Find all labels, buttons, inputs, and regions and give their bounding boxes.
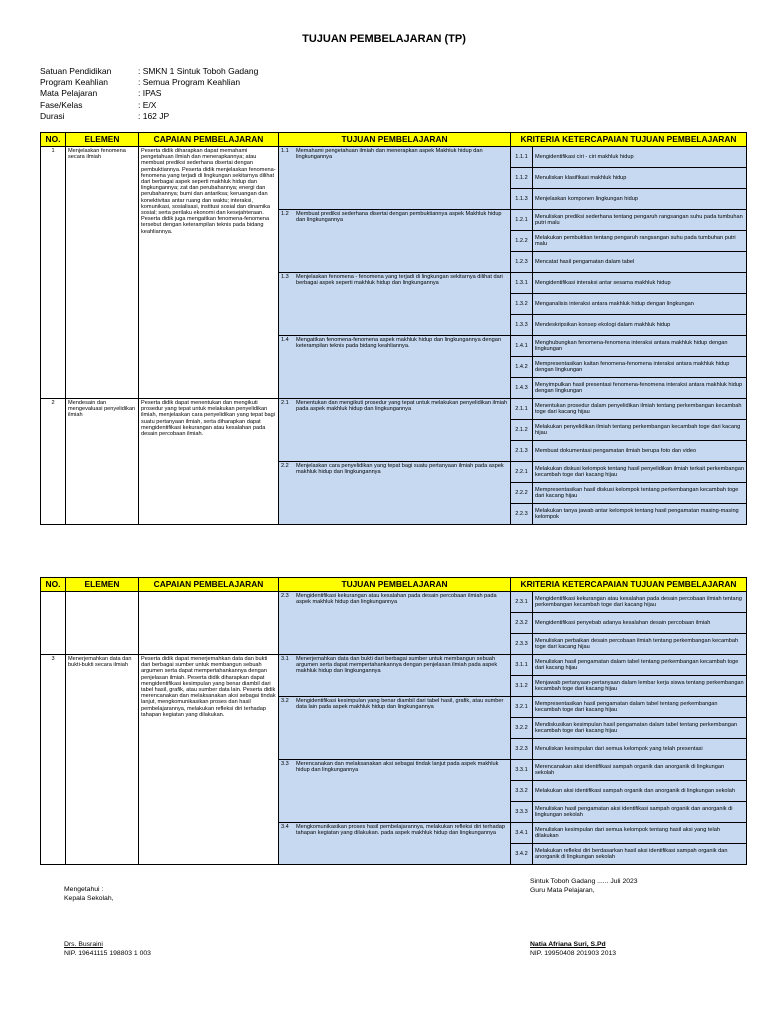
th-capaian: CAPAIAN PEMBELAJARAN <box>139 133 279 147</box>
header-row <box>41 133 747 147</box>
kktp-text: Melakukan diskusi kelompok tentang hasil penyelidikan ilmiah terkait perkembangan kecambah toge dari kacang hijau <box>533 462 747 483</box>
tp-entry <box>281 211 508 223</box>
th-elemen: ELEMEN <box>66 578 139 592</box>
kktp-code: 2.2.2 <box>511 483 533 504</box>
kktp-text: Menganalisis interaksi antara makhluk hidup dengan lingkungan <box>533 294 747 315</box>
kktp-code: 3.3.1 <box>511 760 533 781</box>
kktp-code: 2.1.2 <box>511 420 533 441</box>
tp-entry <box>281 698 508 710</box>
th-no: NO. <box>41 578 66 592</box>
tujuan-pembelajaran <box>279 336 511 399</box>
element-name <box>66 592 139 655</box>
th-tujuan: TUJUAN PEMBELAJARAN <box>279 578 511 592</box>
table-row <box>41 592 747 613</box>
document-meta <box>40 66 258 122</box>
table-row <box>41 399 747 420</box>
tp-entry <box>281 761 508 773</box>
kktp-text: Menuliskan hasil pengamatan dalam tabel tentang perkembangan kecambah toge dari kacang hijau <box>533 655 747 676</box>
kktp-text: Menuliskan klasifikasi makhluk hidup <box>533 168 747 189</box>
capaian-pembelajaran <box>139 592 279 655</box>
signature-right-name-block <box>530 941 616 958</box>
kktp-text: Menjelaskan komponen lingkungan hidup <box>533 189 747 210</box>
meta-row <box>40 100 258 111</box>
th-capaian: CAPAIAN PEMBELAJARAN <box>139 578 279 592</box>
kktp-text: Mengidentifikasi kekurangan atau kesalahan pada desain percobaan ilmiah tentang perkembangan kecambah toge dari kacang hijau <box>533 592 747 613</box>
tp-code: 1.3 <box>281 274 289 280</box>
element-number: 1 <box>41 147 66 399</box>
tp-code: 1.2 <box>281 211 289 217</box>
kktp-code: 3.1.1 <box>511 655 533 676</box>
tp-entry <box>281 400 508 412</box>
tujuan-pembelajaran <box>279 210 511 273</box>
tp-entry <box>281 337 508 349</box>
tp-code: 3.2 <box>281 698 289 704</box>
kktp-code: 3.4.2 <box>511 844 533 865</box>
meta-label: Durasi <box>40 110 65 121</box>
kktp-text: Menuliskan hasil pengamatan aksi identifikasi sampah organik dan anorganik di lingkungan sekolah <box>533 802 747 823</box>
tp-text: Mengaitkan fenomena-fenomena aspek makhluk hidup dan lingkungannya dengan keterampilan teknis pada bidang keahliannya. <box>296 337 501 350</box>
table-row <box>41 147 747 168</box>
kktp-text: Menghubungkan fenomena-fenomena interaksi antara makhluk hidup dengan lingkungan <box>533 336 747 357</box>
tujuan-pembelajaran <box>279 592 511 655</box>
kktp-text: Menentukan prosedur dalam penyelidikan ilmiah tentang perkembangan kecambah toge dari kacang hijau <box>533 399 747 420</box>
tp-code: 3.1 <box>281 656 289 662</box>
tp-text: Merencanakan dan melaksanakan aksi sebagai tindak lanjut pada aspek makhluk hidup dan lingkungannya <box>296 761 499 774</box>
meta-value: : IPAS <box>138 88 162 99</box>
kktp-text: Mempresentasikan kaitan fenomena-fenomena interaksi antara makhluk hidup dengan lingkungan <box>533 357 747 378</box>
tp-text: Memahami pengetahuan ilmiah dan menerapkan aspek Makhluk hidup dan lingkungannya <box>296 148 483 161</box>
kktp-text: Mengidentifikasi interaksi antar sesama makhluk hidup <box>533 273 747 294</box>
tp-entry <box>281 463 508 475</box>
kktp-text: Mendiskusikan kesimpulan hasil pengamatan dalam tabel tentang perkembangan kecambah toge dari kacang hijau <box>533 718 747 739</box>
kktp-code: 2.1.3 <box>511 441 533 462</box>
element-number: 2 <box>41 399 66 525</box>
th-kriteria: KRITERIA KETERCAPAIAN TUJUAN PEMBELAJARAN <box>511 578 747 592</box>
tujuan-pembelajaran <box>279 147 511 210</box>
kktp-code: 3.4.1 <box>511 823 533 844</box>
kktp-text: Mempresentasikan hasil pengamatan dalam tabel tentang perkembangan kecambah toge dari kacang hijau <box>533 697 747 718</box>
tp-entry <box>281 593 508 605</box>
kktp-text: Mendeskripsikan konsep ekologi dalam makhluk hidup <box>533 315 747 336</box>
tp-code: 2.2 <box>281 463 289 469</box>
kktp-code: 3.3.3 <box>511 802 533 823</box>
tp-code: 2.3 <box>281 593 289 599</box>
meta-value: : 162 JP <box>138 110 170 121</box>
kktp-text: Mengidentifikasi ciri - ciri makhluk hidup <box>533 147 747 168</box>
meta-label: Mata Pelajaran <box>40 88 98 99</box>
tp-entry <box>281 656 508 675</box>
kktp-code: 1.4.1 <box>511 336 533 357</box>
kktp-text: Menuliskan prediksi sederhana tentang pengaruh rangsangan suhu pada tumbuhan putri malu <box>533 210 747 231</box>
signature-left-name: Drs. Busraini <box>64 941 103 948</box>
kktp-text: Membuat dokumentasi pengamatan ilmiah berupa foto dan video <box>533 441 747 462</box>
kktp-code: 2.3.2 <box>511 613 533 634</box>
meta-label: Program Keahlian <box>40 77 109 88</box>
meta-label: Satuan Pendidikan <box>40 66 112 76</box>
tp-text: Mengkomunikasikan proses hasil pembelajarannya, melakukan refleksi diri terhadap tahapan kegiatan yang dilakukan. pada aspek makhluk hidup dan lingkungannya <box>296 824 505 837</box>
kktp-code: 1.3.2 <box>511 294 533 315</box>
signature-left-line2: Kepala Sekolah, <box>64 894 114 902</box>
kktp-text: Menuliskan kesimpulan dari semua kelompok tentang hasil aksi yang telah dilakukan <box>533 823 747 844</box>
tujuan-pembelajaran <box>279 462 511 525</box>
capaian-pembelajaran: Peserta didik diharapkan dapat memahami pengetahuan ilmiah dan menerapkannya; atau membuat prediksi sederhana disertai dengan pembuktiannya. Peserta didik menjelaskan fenomena-fenomena yang terjadi di lingkungan sekitarnya dilihat dari berbagai aspek seperti makhluk hidup dan lingkungannya; zat dan perubahannya; energi dan perubahannya; bumi dan antariksa; keruangan dan konektivitas antar ruang dan waktu; interaksi, komunikasi, sosialisasi, institusi sosial dan dinamika sosial; serta perilaku ekonomi dan kesejahteraan. Peserta didik juga mengaitkan fenomena-fenomena tersebut dengan keterampilan teknis pada bidang keahliannya. <box>139 147 279 399</box>
kktp-code: 1.3.1 <box>511 273 533 294</box>
meta-row <box>40 88 258 99</box>
signature-right-line2: Guru Mata Pelajaran, <box>530 886 595 894</box>
tp-table-page-2 <box>40 577 747 865</box>
element-name: Mendesain dan mengevaluasi penyelidikan ilmiah <box>66 399 139 525</box>
capaian-pembelajaran: Peserta didik dapat menerjemahkan data dan bukti dari berbagai sumber untuk membangun sebuah argumen serta dapat mempertahankannya dengan penjelasan ilmiah. Peserta didik diharapkan dapat mengidentifikasi kesimpulan yang benar diambil dari tabel hasil, grafik, atau sumber data lain. Peserta didik merencanakan dan melaksanakan aksi sebagai tindak lanjut, mengkomunikasikan proses dan hasil pembelajarannya, melakukan refleksi diri terhadap tahapan kegiatan yang dilakukan. <box>139 655 279 865</box>
element-name: Menjelaskan fenomena secara ilmiah <box>66 147 139 399</box>
meta-value: : Semua Program Keahlian <box>138 77 241 88</box>
page-title: TUJUAN PEMBELAJARAN (TP) <box>302 33 466 45</box>
tp-entry <box>281 274 508 286</box>
kktp-text: Menuliskan perbaikan desain percobaan ilmiah tentang perkembangan kecambah toge dari kacang hijau <box>533 634 747 655</box>
element-number <box>41 592 66 655</box>
tp-entry <box>281 148 508 160</box>
tp-text: Menjelaskan cara penyelidikan yang tepat bagi suatu pertanyaan ilmiah pada aspek makhluk hidup dan lingkungannya <box>296 463 504 476</box>
tp-code: 1.4 <box>281 337 289 343</box>
th-tujuan: TUJUAN PEMBELAJARAN <box>279 133 511 147</box>
th-no: NO. <box>41 133 66 147</box>
tp-text: Menerjemahkan data dan bukti dari berbagai sumber untuk membangun sebuah argumen serta dapat mempertahankannya dengan penjelasan ilmiah pada aspek makhluk hidup dan lingkungannya <box>296 656 498 675</box>
kktp-code: 1.1.2 <box>511 168 533 189</box>
tujuan-pembelajaran <box>279 399 511 462</box>
meta-label: Fase/Kelas <box>40 99 83 110</box>
tujuan-pembelajaran <box>279 823 511 865</box>
kktp-code: 1.2.2 <box>511 231 533 252</box>
kktp-code: 2.2.3 <box>511 504 533 525</box>
kktp-code: 2.3.3 <box>511 634 533 655</box>
capaian-pembelajaran: Peserta didik dapat menentukan dan mengikuti prosedur yang tepat untuk melakukan penyelidikan ilmiah, menjelaskan cara penyelidikan yang tepat bagi suatu pertanyaan ilmiah, serta diharapkan dapat mengidentifikasi kekurangan atau kesalahan pada desain percobaan ilmiah. <box>139 399 279 525</box>
header-row <box>41 578 747 592</box>
signature-right <box>530 878 638 895</box>
tp-code: 3.3 <box>281 761 289 767</box>
signature-right-nip: NIP. 19950408 201903 2013 <box>530 949 617 957</box>
kktp-code: 3.2.3 <box>511 739 533 760</box>
kktp-text: Mempresentasikan hasil diskusi kelompok tentang perkembangan kecambah toge dari kacang hijau <box>533 483 747 504</box>
kktp-code: 1.3.3 <box>511 315 533 336</box>
element-number: 3 <box>41 655 66 865</box>
kktp-text: Melakukan refleksi diri berdasarkan hasil aksi identifikasi sampah organik dan anorganik di lingkungan sekolah <box>533 844 747 865</box>
meta-row <box>40 77 258 88</box>
signature-left-name-block <box>64 941 151 958</box>
tp-text: Menjelaskan fenomena - fenomena yang terjadi di lingkungan sekitarnya dilihat dari berbagai aspek seperti makhluk hidup dan lingkungannya <box>296 274 503 287</box>
tp-code: 2.1 <box>281 400 289 406</box>
kktp-text: Mencatat hasil pengamatan dalam tabel <box>533 252 747 273</box>
signature-left-line1: Mengetahui : <box>64 886 104 893</box>
tp-text: Menentukan dan mengikuti prosedur yang tepat untuk melakukan penyelidikan ilmiah pada aspek makhluk hidup dan lingkungannya <box>296 400 508 413</box>
table-row <box>41 655 747 676</box>
kktp-code: 1.1.1 <box>511 147 533 168</box>
kktp-text: Menyimpulkan hasil presentasi fenomena-fenomena interaksi antara makhluk hidup dengan lingkungan <box>533 378 747 399</box>
kktp-code: 1.1.3 <box>511 189 533 210</box>
tp-text: Mengidentifikasi kesimpulan yang benar diambil dari tabel hasil, grafik, atau sumber data lain pada aspek makhluk hidup dan lingkungannya <box>296 698 504 711</box>
signature-right-name: Natia Afriana Suri, S.Pd <box>530 941 606 948</box>
meta-value: : E/X <box>138 99 157 110</box>
tp-text: Membuat prediksi sederhana disertai dengan pembuktiannya aspek Makhluk hidup dan lingkungannya <box>296 211 502 224</box>
kktp-text: Menjawab pertanyaan-pertanyaan dalam lembar kerja siswa tentang perkembangan kecambah toge dari kacang hijau <box>533 676 747 697</box>
tp-entry <box>281 824 508 836</box>
kktp-code: 1.4.2 <box>511 357 533 378</box>
kktp-text: Menuliskan kesimpulan dari semua kelompok yang telah presentasi <box>533 739 747 760</box>
kktp-code: 3.3.2 <box>511 781 533 802</box>
kktp-code: 3.2.1 <box>511 697 533 718</box>
element-name: Menerjemahkan data dan bukti-bukti secara ilmiah <box>66 655 139 865</box>
tp-text: Mengidentifikasi kekurangan atau kesalahan pada desain percobaan ilmiah pada aspek makhluk hidup dan lingkungannya <box>296 593 497 606</box>
meta-row <box>40 111 258 122</box>
th-elemen: ELEMEN <box>66 133 139 147</box>
tujuan-pembelajaran <box>279 273 511 336</box>
signature-left <box>64 886 114 903</box>
kktp-code: 1.4.3 <box>511 378 533 399</box>
kktp-code: 2.2.1 <box>511 462 533 483</box>
tujuan-pembelajaran <box>279 697 511 760</box>
kktp-code: 1.2.1 <box>511 210 533 231</box>
meta-value: : SMKN 1 Sintuk Toboh Gadang <box>138 66 259 76</box>
tp-code: 1.1 <box>281 148 289 154</box>
kktp-code: 3.1.2 <box>511 676 533 697</box>
kktp-text: Melakukan tanya jawab antar kelompok tentang hasil pengamatan masing-masing kelompok <box>533 504 747 525</box>
tp-code: 3.4 <box>281 824 289 830</box>
kktp-text: Melakukan aksi identifikasi sampah organik dan anorganik di lingkungan sekolah <box>533 781 747 802</box>
signature-right-line1: Sintuk Toboh Gadang ...... Juli 2023 <box>530 878 638 885</box>
kktp-text: Melakukan pembuktian tentang pengaruh rangsangan suhu pada tumbuhan putri malu <box>533 231 747 252</box>
kktp-code: 1.2.3 <box>511 252 533 273</box>
signature-left-nip: NIP. 19641115 198803 1 003 <box>64 949 151 957</box>
kktp-text: Merencanakan aksi identifikasi sampah organik dan anorganik di lingkungan sekolah <box>533 760 747 781</box>
tujuan-pembelajaran <box>279 760 511 823</box>
tujuan-pembelajaran <box>279 655 511 697</box>
th-kriteria: KRITERIA KETERCAPAIAN TUJUAN PEMBELAJARAN <box>511 133 747 147</box>
kktp-code: 2.1.1 <box>511 399 533 420</box>
kktp-text: Mengidentifikasi penyebab adanya kesalahan desain percobaan ilmiah <box>533 613 747 634</box>
kktp-code: 3.2.2 <box>511 718 533 739</box>
meta-row <box>40 66 258 77</box>
kktp-text: Melakukan penyelidikan ilmiah tentang perkembangan kecambah toge dari kacang hijau <box>533 420 747 441</box>
tp-table-page-1 <box>40 132 747 525</box>
kktp-code: 2.3.1 <box>511 592 533 613</box>
